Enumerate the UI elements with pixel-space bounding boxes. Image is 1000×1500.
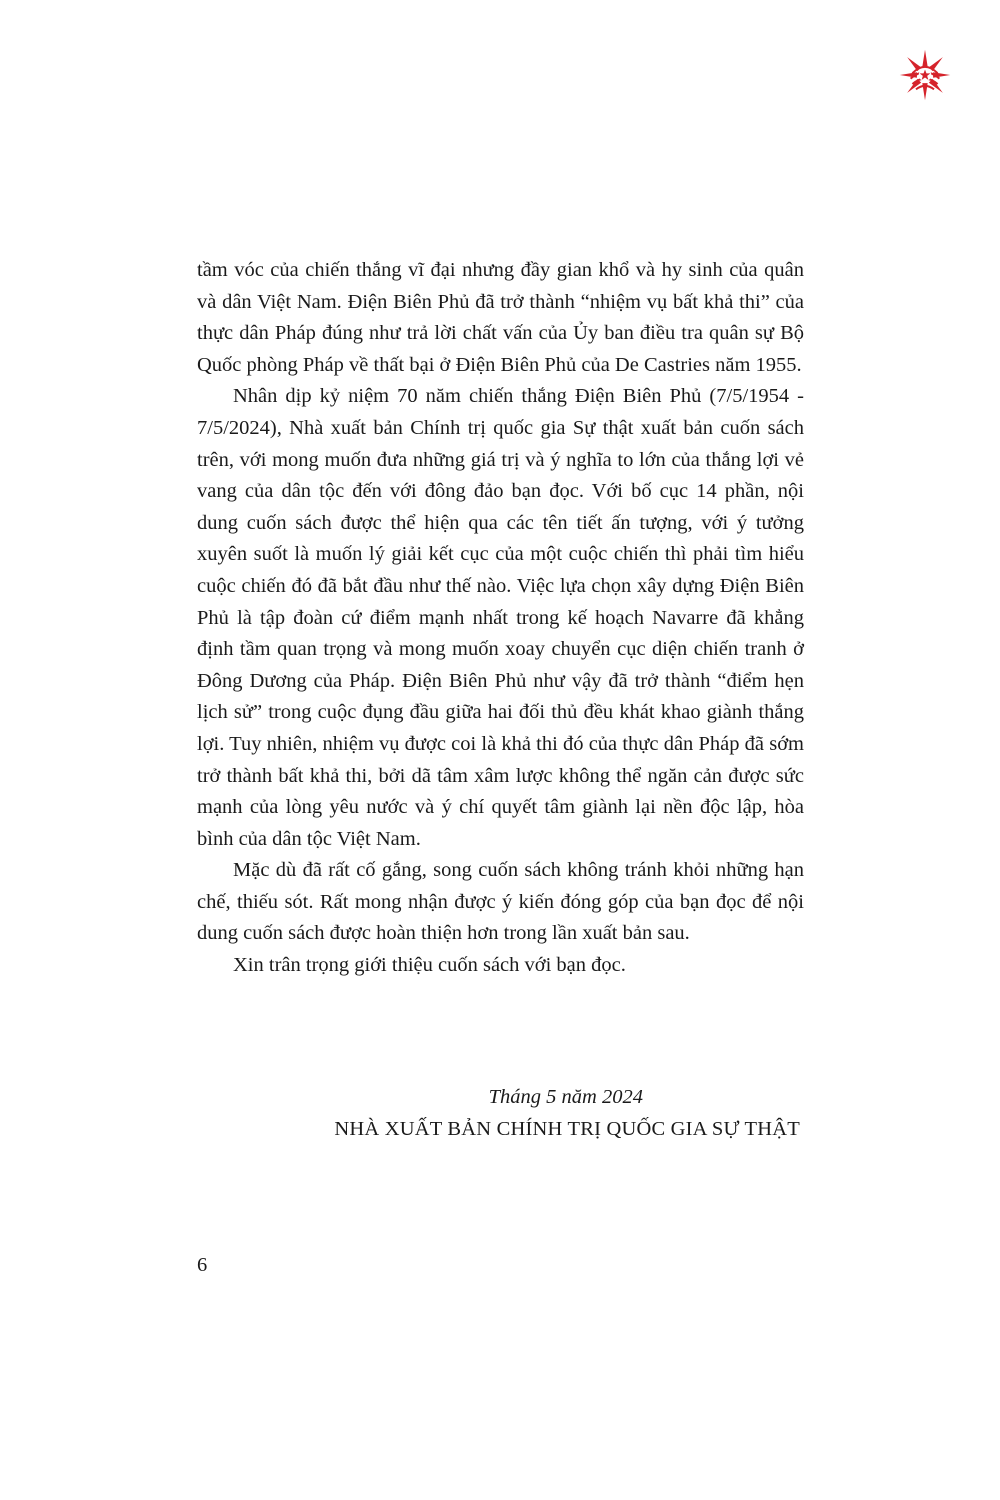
publisher-logo	[896, 48, 954, 102]
publisher-star-emblem-icon	[896, 48, 954, 102]
body-text	[197, 255, 804, 982]
paragraph-feedback: Mặc dù đã rất cố gắng, song cuốn sách không tránh khỏi những hạn chế, thiếu sót. Rất mong nhận được ý kiến đóng góp của bạn đọc để nội dung cuốn sách được hoàn thiện hơn trong lần xuất bản sau.	[197, 859, 804, 945]
page-number: 6	[197, 1254, 208, 1276]
signature-publisher: NHÀ XUẤT BẢN CHÍNH TRỊ QUỐC GIA SỰ THẬT	[334, 1118, 800, 1140]
paragraph-continuation: tầm vóc của chiến thắng vĩ đại nhưng đầy gian khổ và hy sinh của quân và dân Việt Nam. Điện Biên Phủ đã trở thành “nhiệm vụ bất khả thi” của thực dân Pháp đúng như trả lời chất vấn của Ủy ban điều tra quân sự Bộ Quốc phòng Pháp về thất bại ở Điện Biên Phủ của De Castries năm 1955.	[197, 259, 804, 376]
signature-block	[334, 1081, 800, 1145]
signature-date: Tháng 5 năm 2024	[488, 1086, 643, 1108]
paragraph-introduction: Xin trân trọng giới thiệu cuốn sách với bạn đọc.	[233, 954, 626, 977]
paragraph-anniversary: Nhân dịp kỷ niệm 70 năm chiến thắng Điện Biên Phủ (7/5/1954 - 7/5/2024), Nhà xuất bản Chính trị quốc gia Sự thật xuất bản cuốn sách trên, với mong muốn đưa những giá trị và ý nghĩa to lớn của thắng lợi vẻ vang của dân tộc đến với đông đảo bạn đọc. Với bố cục 14 phần, nội dung cuốn sách được thể hiện qua các tên tiết ấn tượng, với ý tưởng xuyên suốt là muốn lý giải kết cục của một cuộc chiến thì phải tìm hiểu cuộc chiến đó đã bắt đầu như thế nào. Việc lựa chọn xây dựng Điện Biên Phủ là tập đoàn cứ điểm mạnh nhất trong kế hoạch Navarre đã khẳng định tầm quan trọng và mong muốn xoay chuyển cục diện chiến tranh ở Đông Dương của Pháp. Điện Biên Phủ như vậy đã trở thành “điểm hẹn lịch sử” trong cuộc đụng đầu giữa hai đối thủ đều khát khao giành thắng lợi. Tuy nhiên, nhiệm vụ được coi là khả thi đó của thực dân Pháp đã sớm trở thành bất khả thi, bởi dã tâm xâm lược không thể ngăn cản được sức mạnh của lòng yêu nước và ý chí quyết tâm giành lại nền độc lập, hòa bình của dân tộc Việt Nam.	[197, 385, 804, 850]
